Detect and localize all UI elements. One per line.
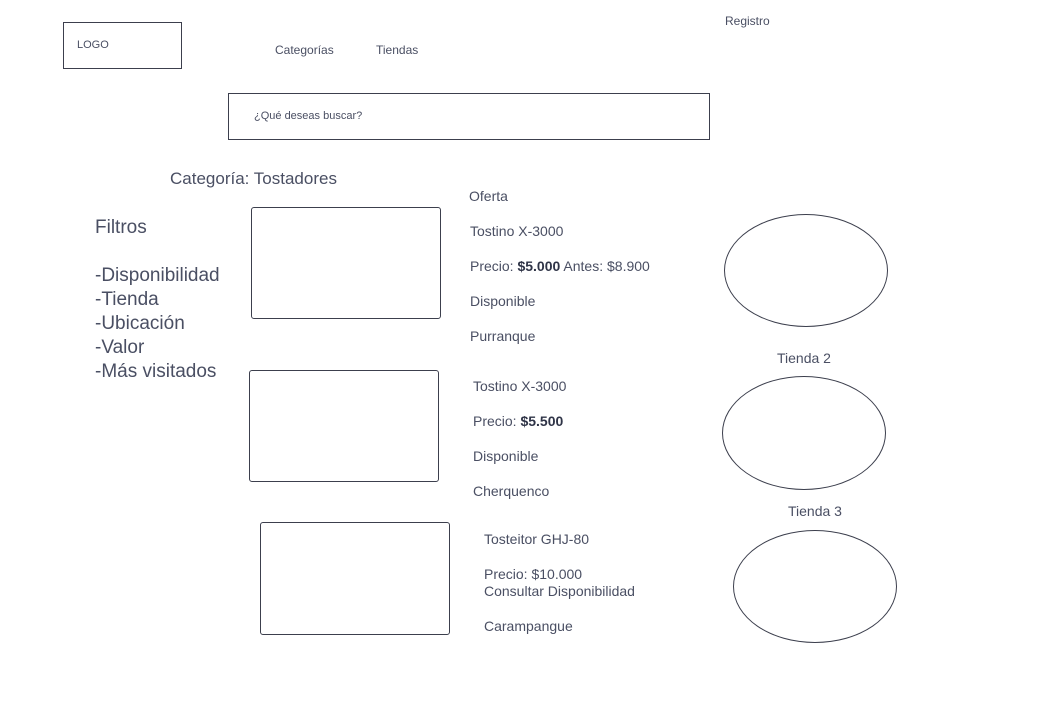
product-image[interactable] — [249, 370, 439, 482]
filter-mas-visitados[interactable]: -Más visitados — [95, 361, 217, 382]
logo[interactable] — [63, 22, 182, 69]
search-input[interactable] — [228, 93, 710, 140]
store-logo[interactable] — [733, 530, 897, 643]
filter-disponibilidad[interactable]: -Disponibilidad — [95, 265, 220, 286]
price-value: $5.500 — [520, 413, 564, 429]
product-price — [473, 413, 563, 429]
availability: Consultar Disponibilidad — [484, 583, 635, 599]
price-value: $5.000 — [517, 258, 561, 274]
availability: Disponible — [470, 293, 536, 309]
product-image[interactable] — [260, 522, 450, 635]
location: Carampangue — [484, 618, 573, 634]
product-price — [470, 258, 650, 274]
register-link[interactable]: Registro — [725, 14, 770, 28]
nav-categorias[interactable]: Categorías — [275, 43, 334, 57]
availability: Disponible — [473, 448, 539, 464]
filters-title: Filtros — [95, 217, 147, 238]
filters-panel — [95, 216, 220, 384]
product-name[interactable]: Tostino X-3000 — [473, 378, 567, 394]
search-placeholder: ¿Qué deseas buscar? — [254, 110, 363, 122]
logo-text: LOGO — [77, 39, 109, 51]
product-price: Precio: $10.000 — [484, 566, 583, 582]
page-title: Categoría: Tostadores — [170, 169, 337, 188]
product-name[interactable]: Tostino X-3000 — [470, 223, 564, 239]
location: Purranque — [470, 328, 536, 344]
location: Cherquenco — [473, 483, 550, 499]
filter-valor[interactable]: -Valor — [95, 337, 145, 358]
price-label: Precio: — [470, 258, 514, 274]
store-logo[interactable] — [724, 214, 888, 327]
store-logo[interactable] — [722, 376, 886, 490]
filter-tienda[interactable]: -Tienda — [95, 289, 159, 310]
product-image[interactable] — [251, 207, 441, 319]
store-name: Tienda 3 — [788, 503, 842, 519]
price-label: Precio: — [473, 413, 517, 429]
nav-tiendas[interactable]: Tiendas — [376, 43, 419, 57]
product-name[interactable]: Tosteitor GHJ-80 — [484, 531, 590, 547]
filter-ubicacion[interactable]: -Ubicación — [95, 313, 185, 334]
offer-badge: Oferta — [469, 188, 508, 204]
store-name: Tienda 2 — [777, 350, 831, 366]
price-previous: Antes: $8.900 — [563, 258, 650, 274]
